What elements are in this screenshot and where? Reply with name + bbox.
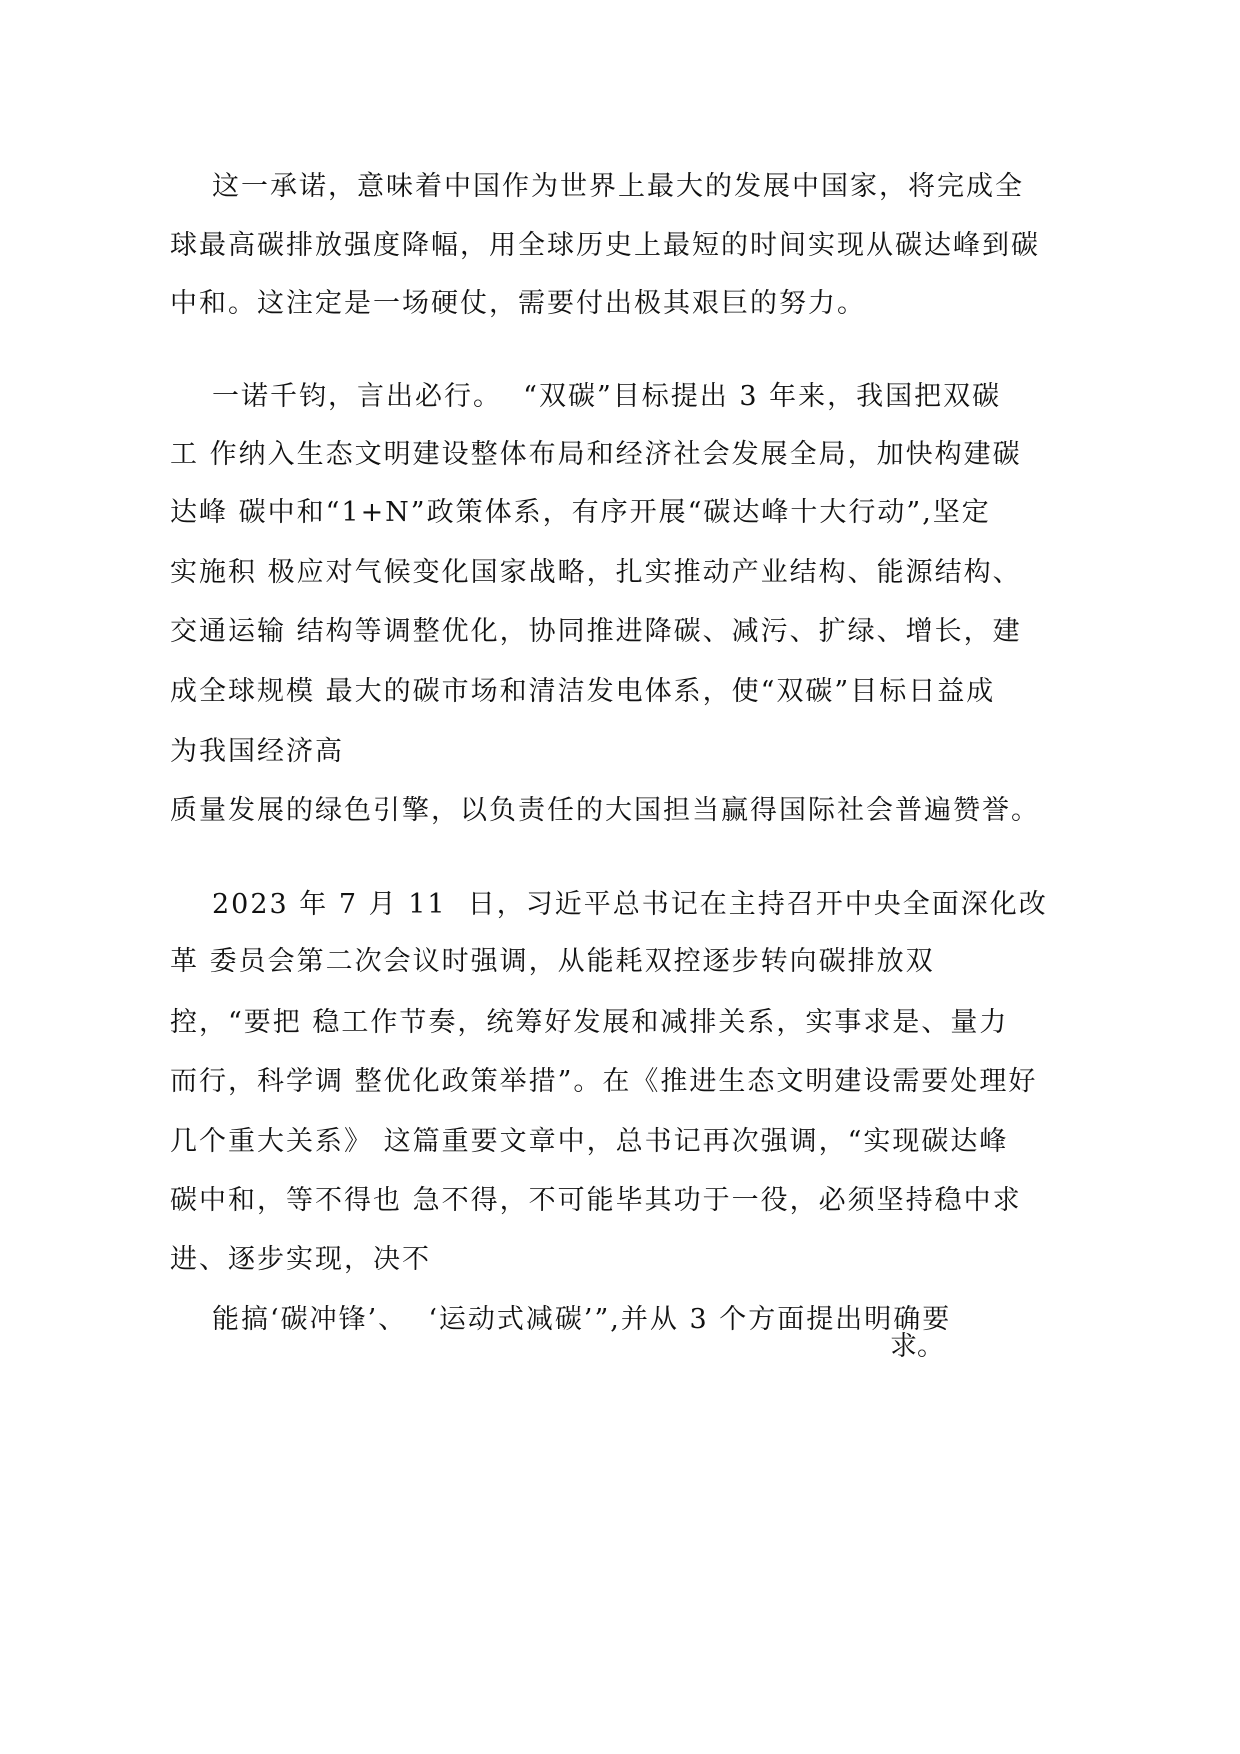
text-line: 质量发展的绿色引擎，以负责任的大国担当赢得国际社会普遍赞誉。 — [170, 795, 1040, 826]
text-line: 中和。这注定是一场硬仗，需要付出极其艰巨的努力。 — [170, 288, 866, 319]
text-line: 为我国经济高 — [170, 736, 344, 767]
text-line: 这一承诺，意味着中国作为世界上最大的发展中国家，将完成全 — [212, 171, 1024, 202]
text-line: 工 作纳入生态文明建设整体布局和经济社会发展全局，加快构建碳 — [170, 439, 1022, 470]
text-line: 一诺千钧，言出必行。 “双碳”目标提出 3 年来，我国把双碳 — [212, 381, 1002, 412]
text-line: 进、逐步实现，决不 — [170, 1244, 431, 1275]
text-line: 碳中和，等不得也 急不得，不可能毕其功于一役，必须坚持稳中求 — [170, 1185, 1022, 1216]
text-line: 达峰 碳中和“1+N”政策体系，有序开展“碳达峰十大行动”,坚定 — [170, 497, 991, 528]
text-line: 球最高碳排放强度降幅，用全球历史上最短的时间实现从碳达峰到碳 — [170, 230, 1040, 261]
text-line-trailing: 求。 — [890, 1331, 944, 1362]
text-line: 实施积 极应对气候变化国家战略，扎实推动产业结构、能源结构、 — [170, 557, 1022, 588]
text-line: 几个重大关系》 这篇重要文章中，总书记再次强调，“实现碳达峰 — [170, 1126, 1009, 1157]
text-line: 而行，科学调 整优化政策举措”。在《推进生态文明建设需要处理好 — [170, 1066, 1038, 1097]
text-line: 能搞‘碳冲锋’、 ‘运动式减碳’”,并从 3 个方面提出明确要 — [212, 1304, 952, 1335]
text-line: 交通运输 结构等调整优化，协同推进降碳、减污、扩绿、增长，建 — [170, 616, 1022, 647]
text-line: 成全球规模 最大的碳市场和清洁发电体系，使“双碳”目标日益成 — [170, 676, 996, 707]
text-line: 革 委员会第二次会议时强调，从能耗双控逐步转向碳排放双 — [170, 946, 935, 977]
text-line: 2023 年 7 月 11 日，习近平总书记在主持召开中央全面深化改 — [212, 889, 1048, 920]
text-line: 控，“要把 稳工作节奏，统筹好发展和减排关系，实事求是、量力 — [170, 1007, 1009, 1038]
